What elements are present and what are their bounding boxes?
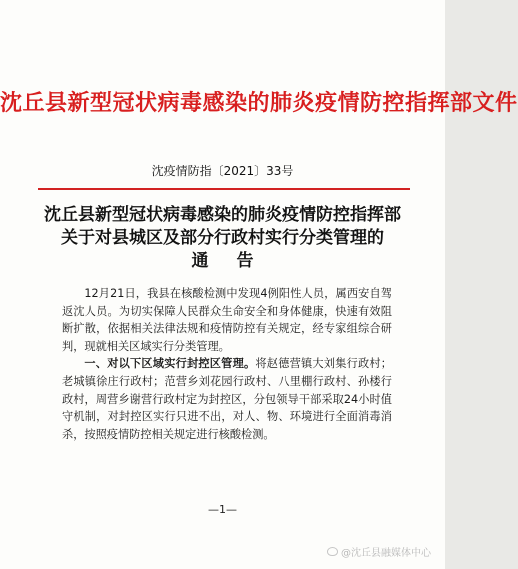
page-number: —1— — [208, 503, 237, 516]
body-paragraph-2 — [62, 355, 392, 443]
notice-title — [0, 204, 445, 273]
notice-body — [62, 285, 392, 443]
watermark-text: @沈丘县融媒体中心 — [341, 548, 431, 559]
watermark — [327, 544, 431, 559]
document-header-title: 沈丘县新型冠状病毒感染的肺炎疫情防控指挥部文件 — [0, 90, 518, 116]
section-1-text: 将赵德营镇大刘集行政村；老城镇徐庄行政村；范营乡刘花园行政村、八里棚行政村、孙楼行政村，周营乡谢营行政村定为封控区，分包领导干部采取24小时值守机制，对封控区实行只进不出，对人、物、环境进行全面消毒消杀，按照疫情防控相关规定进行核酸检测。 — [62, 357, 392, 441]
weibo-icon — [327, 547, 338, 556]
notice-title-line-3: 通告 — [191, 251, 282, 271]
body-paragraph-1: 12月21日，我县在核酸检测中发现4例阳性人员，属西安自驾返沈人员。为切实保障人民群众生命安全和身体健康，快速有效阻断扩散，依据相关法律法规和疫情防控有关规定，经专家组综合研判，现就相关区域实行分类管理。 — [62, 287, 392, 353]
red-divider-line — [38, 188, 410, 190]
document-number: 沈疫情防指〔2021〕33号 — [151, 164, 294, 178]
notice-title-line-1: 沈丘县新型冠状病毒感染的肺炎疫情防控指挥部 — [44, 205, 401, 225]
notice-title-line-2: 关于对县城区及部分行政村实行分类管理的 — [61, 228, 384, 248]
section-heading-1: 一、对以下区域实行封控区管理。 — [84, 357, 256, 371]
